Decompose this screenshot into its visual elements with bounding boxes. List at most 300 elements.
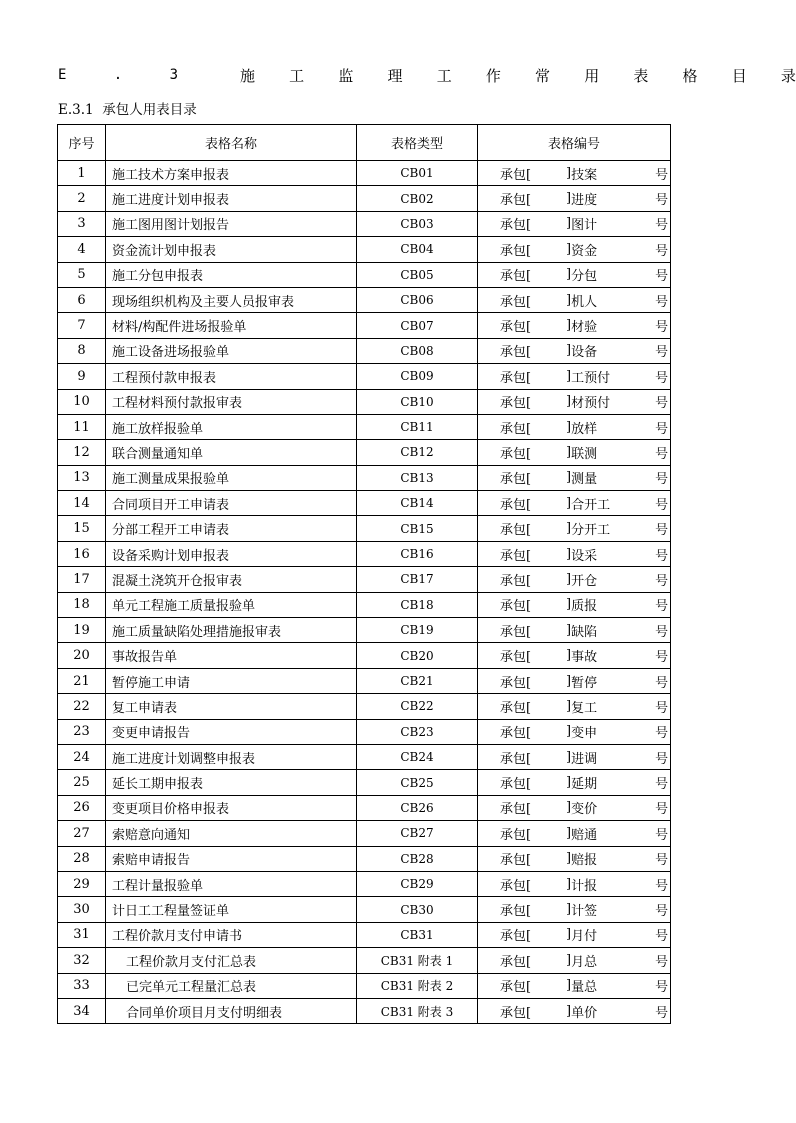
form-name: 工程价款月支付汇总表 <box>106 948 357 973</box>
form-code <box>478 795 671 820</box>
code-prefix: 承包[ <box>500 827 532 843</box>
form-code <box>478 161 671 186</box>
code-suffix: 号 <box>655 421 669 437</box>
table-row <box>58 795 671 820</box>
code-prefix: 承包[ <box>500 802 532 818</box>
code-bracket: ] <box>566 1003 572 1019</box>
form-type: CB29 <box>357 871 478 896</box>
table-row <box>58 440 671 465</box>
form-type: CB03 <box>357 211 478 236</box>
form-name: 已完单元工程量汇总表 <box>106 973 357 998</box>
table-row <box>58 414 671 439</box>
code-prefix: 承包[ <box>500 980 532 996</box>
form-type: CB31 附表 3 <box>357 998 478 1023</box>
code-bracket: ] <box>566 571 572 587</box>
row-number: 16 <box>58 541 106 566</box>
header-no: 序号 <box>58 125 106 161</box>
table-row <box>58 186 671 211</box>
table-row <box>58 744 671 769</box>
form-type: CB15 <box>357 516 478 541</box>
code-bracket: ] <box>566 622 572 638</box>
form-name: 施工图用图计划报告 <box>106 211 357 236</box>
form-code <box>478 821 671 846</box>
form-name: 工程价款月支付申请书 <box>106 922 357 947</box>
title-char: 作 <box>485 66 501 85</box>
code-abbreviation: 计报 <box>571 878 598 894</box>
code-suffix: 号 <box>655 396 669 412</box>
table-row <box>58 871 671 896</box>
code-bracket: ] <box>566 597 572 613</box>
code-bracket: ] <box>566 267 572 283</box>
row-number: 26 <box>58 795 106 820</box>
code-abbreviation: 分包 <box>571 269 598 285</box>
code-bracket: ] <box>566 191 572 207</box>
code-abbreviation: 机人 <box>571 294 598 310</box>
form-code <box>478 338 671 363</box>
table-row <box>58 364 671 389</box>
code-prefix: 承包[ <box>500 929 532 945</box>
code-suffix: 号 <box>655 243 669 259</box>
code-suffix: 号 <box>655 497 669 513</box>
form-name: 混凝土浇筑开仓报审表 <box>106 567 357 592</box>
code-suffix: 号 <box>655 523 669 539</box>
code-prefix: 承包[ <box>500 218 532 234</box>
code-prefix: 承包[ <box>500 523 532 539</box>
form-code <box>478 897 671 922</box>
code-prefix: 承包[ <box>500 243 532 259</box>
form-type: CB20 <box>357 643 478 668</box>
table-row <box>58 618 671 643</box>
form-type: CB05 <box>357 262 478 287</box>
title-char: 格 <box>682 66 698 85</box>
title-char: 表 <box>633 66 649 85</box>
row-number: 14 <box>58 491 106 516</box>
form-type: CB27 <box>357 821 478 846</box>
form-type: CB10 <box>357 389 478 414</box>
section-number <box>58 67 178 83</box>
code-prefix: 承包[ <box>500 954 532 970</box>
form-name: 索赔意向通知 <box>106 821 357 846</box>
table-row <box>58 211 671 236</box>
form-name: 施工分包申报表 <box>106 262 357 287</box>
code-prefix: 承包[ <box>500 599 532 615</box>
row-number: 19 <box>58 618 106 643</box>
code-bracket: ] <box>566 368 572 384</box>
form-name: 延长工期申报表 <box>106 770 357 795</box>
form-code <box>478 541 671 566</box>
code-suffix: 号 <box>655 624 669 640</box>
form-code <box>478 389 671 414</box>
code-bracket: ] <box>566 216 572 232</box>
code-abbreviation: 量总 <box>571 980 598 996</box>
form-name: 计日工工程量签证单 <box>106 897 357 922</box>
section-title <box>58 64 796 86</box>
code-bracket: ] <box>566 521 572 537</box>
row-number: 31 <box>58 922 106 947</box>
code-suffix: 号 <box>655 573 669 589</box>
code-prefix: 承包[ <box>500 193 532 209</box>
code-bracket: ] <box>566 343 572 359</box>
code-bracket: ] <box>566 902 572 918</box>
form-name: 设备采购计划申报表 <box>106 541 357 566</box>
form-name: 合同项目开工申请表 <box>106 491 357 516</box>
code-abbreviation: 单价 <box>571 1005 598 1021</box>
table-row <box>58 161 671 186</box>
row-number: 24 <box>58 744 106 769</box>
code-bracket: ] <box>566 698 572 714</box>
code-prefix: 承包[ <box>500 497 532 513</box>
code-abbreviation: 变申 <box>571 726 598 742</box>
code-abbreviation: 进调 <box>571 751 598 767</box>
code-abbreviation: 进度 <box>571 193 598 209</box>
table-row <box>58 516 671 541</box>
code-bracket: ] <box>566 851 572 867</box>
form-name: 施工进度计划申报表 <box>106 186 357 211</box>
code-abbreviation: 分开工 <box>571 523 611 539</box>
row-number: 29 <box>58 871 106 896</box>
code-prefix: 承包[ <box>500 853 532 869</box>
row-number: 3 <box>58 211 106 236</box>
title-char: 目 <box>731 66 747 85</box>
code-abbreviation: 放样 <box>571 421 598 437</box>
code-abbreviation: 合开工 <box>571 497 611 513</box>
row-number: 10 <box>58 389 106 414</box>
code-abbreviation: 设采 <box>571 548 598 564</box>
code-prefix: 承包[ <box>500 167 532 183</box>
header-type: 表格类型 <box>357 125 478 161</box>
form-code <box>478 287 671 312</box>
form-type: CB18 <box>357 592 478 617</box>
row-number: 18 <box>58 592 106 617</box>
form-name: 施工测量成果报验单 <box>106 465 357 490</box>
form-name: 资金流计划申报表 <box>106 237 357 262</box>
table-row <box>58 998 671 1023</box>
form-code <box>478 618 671 643</box>
code-suffix: 号 <box>655 599 669 615</box>
form-code <box>478 364 671 389</box>
form-type: CB26 <box>357 795 478 820</box>
code-bracket: ] <box>566 394 572 410</box>
title-char: 常 <box>535 66 551 85</box>
form-name: 联合测量通知单 <box>106 440 357 465</box>
form-type: CB31 <box>357 922 478 947</box>
code-abbreviation: 变价 <box>571 802 598 818</box>
title-char: 用 <box>584 66 600 85</box>
code-prefix: 承包[ <box>500 624 532 640</box>
section-number-char: E <box>58 67 67 83</box>
code-suffix: 号 <box>655 726 669 742</box>
table-row <box>58 922 671 947</box>
form-name: 变更项目价格申报表 <box>106 795 357 820</box>
code-suffix: 号 <box>655 650 669 666</box>
form-name: 施工进度计划调整申报表 <box>106 744 357 769</box>
form-type: CB30 <box>357 897 478 922</box>
code-abbreviation: 材预付 <box>571 396 611 412</box>
code-suffix: 号 <box>655 370 669 386</box>
form-name: 施工技术方案申报表 <box>106 161 357 186</box>
form-type: CB12 <box>357 440 478 465</box>
code-abbreviation: 事故 <box>571 650 598 666</box>
code-bracket: ] <box>566 775 572 791</box>
code-abbreviation: 赔通 <box>571 827 598 843</box>
code-bracket: ] <box>566 876 572 892</box>
form-code <box>478 668 671 693</box>
code-prefix: 承包[ <box>500 294 532 310</box>
form-name: 合同单价项目月支付明细表 <box>106 998 357 1023</box>
code-bracket: ] <box>566 749 572 765</box>
form-type: CB19 <box>357 618 478 643</box>
table-row <box>58 897 671 922</box>
code-bracket: ] <box>566 165 572 181</box>
form-name: 索赔申请报告 <box>106 846 357 871</box>
row-number: 28 <box>58 846 106 871</box>
form-name: 单元工程施工质量报验单 <box>106 592 357 617</box>
code-abbreviation: 测量 <box>571 472 598 488</box>
section-number-char: 3 <box>169 67 178 83</box>
code-bracket: ] <box>566 648 572 664</box>
code-prefix: 承包[ <box>500 904 532 920</box>
form-type: CB07 <box>357 313 478 338</box>
code-suffix: 号 <box>655 827 669 843</box>
title-char: 理 <box>387 66 403 85</box>
row-number: 23 <box>58 719 106 744</box>
row-number: 12 <box>58 440 106 465</box>
code-bracket: ] <box>566 495 572 511</box>
table-row <box>58 567 671 592</box>
table-row <box>58 491 671 516</box>
code-bracket: ] <box>566 724 572 740</box>
form-code <box>478 643 671 668</box>
code-bracket: ] <box>566 318 572 334</box>
table-row <box>58 770 671 795</box>
table-row <box>58 821 671 846</box>
code-suffix: 号 <box>655 878 669 894</box>
row-number: 5 <box>58 262 106 287</box>
code-suffix: 号 <box>655 802 669 818</box>
form-code <box>478 998 671 1023</box>
code-bracket: ] <box>566 292 572 308</box>
title-char: 工 <box>289 66 305 85</box>
form-type: CB31 附表 2 <box>357 973 478 998</box>
code-suffix: 号 <box>655 548 669 564</box>
form-type: CB21 <box>357 668 478 693</box>
title-char: 施 <box>240 66 256 85</box>
section-title-text <box>240 65 796 86</box>
code-bracket: ] <box>566 800 572 816</box>
row-number: 13 <box>58 465 106 490</box>
form-type: CB16 <box>357 541 478 566</box>
title-char: 工 <box>436 66 452 85</box>
row-number: 1 <box>58 161 106 186</box>
code-suffix: 号 <box>655 675 669 691</box>
code-suffix: 号 <box>655 218 669 234</box>
code-suffix: 号 <box>655 929 669 945</box>
form-code <box>478 744 671 769</box>
code-abbreviation: 工预付 <box>571 370 611 386</box>
row-number: 15 <box>58 516 106 541</box>
form-type: CB04 <box>357 237 478 262</box>
code-prefix: 承包[ <box>500 472 532 488</box>
row-number: 8 <box>58 338 106 363</box>
code-suffix: 号 <box>655 954 669 970</box>
code-prefix: 承包[ <box>500 650 532 666</box>
table-row <box>58 287 671 312</box>
code-bracket: ] <box>566 444 572 460</box>
form-type: CB22 <box>357 694 478 719</box>
code-abbreviation: 联测 <box>571 446 598 462</box>
form-code <box>478 922 671 947</box>
form-name: 施工设备进场报验单 <box>106 338 357 363</box>
form-name: 变更申请报告 <box>106 719 357 744</box>
code-prefix: 承包[ <box>500 548 532 564</box>
row-number: 21 <box>58 668 106 693</box>
code-abbreviation: 质报 <box>571 599 598 615</box>
code-abbreviation: 缺陷 <box>571 624 598 640</box>
code-suffix: 号 <box>655 751 669 767</box>
code-suffix: 号 <box>655 904 669 920</box>
form-name: 施工质量缺陷处理措施报审表 <box>106 618 357 643</box>
form-name: 复工申请表 <box>106 694 357 719</box>
table-row <box>58 237 671 262</box>
form-code <box>478 211 671 236</box>
form-code <box>478 414 671 439</box>
form-name: 分部工程开工申请表 <box>106 516 357 541</box>
table-body <box>58 161 671 1024</box>
table-row <box>58 948 671 973</box>
table-row <box>58 313 671 338</box>
form-name: 事故报告单 <box>106 643 357 668</box>
code-suffix: 号 <box>655 167 669 183</box>
table-row <box>58 338 671 363</box>
title-char: 录 <box>780 66 796 85</box>
row-number: 7 <box>58 313 106 338</box>
form-code <box>478 237 671 262</box>
table-row <box>58 694 671 719</box>
form-type: CB24 <box>357 744 478 769</box>
form-type: CB11 <box>357 414 478 439</box>
code-suffix: 号 <box>655 320 669 336</box>
form-type: CB13 <box>357 465 478 490</box>
row-number: 25 <box>58 770 106 795</box>
form-code <box>478 719 671 744</box>
code-prefix: 承包[ <box>500 345 532 361</box>
code-abbreviation: 技案 <box>571 167 598 183</box>
code-abbreviation: 延期 <box>571 777 598 793</box>
code-bracket: ] <box>566 241 572 257</box>
code-suffix: 号 <box>655 446 669 462</box>
code-prefix: 承包[ <box>500 446 532 462</box>
row-number: 11 <box>58 414 106 439</box>
code-prefix: 承包[ <box>500 421 532 437</box>
code-abbreviation: 复工 <box>571 700 598 716</box>
row-number: 4 <box>58 237 106 262</box>
code-bracket: ] <box>566 419 572 435</box>
form-name: 工程计量报验单 <box>106 871 357 896</box>
code-abbreviation: 赔报 <box>571 853 598 869</box>
code-abbreviation: 月付 <box>571 929 598 945</box>
code-abbreviation: 设备 <box>571 345 598 361</box>
row-number: 6 <box>58 287 106 312</box>
form-name: 工程材料预付款报审表 <box>106 389 357 414</box>
code-prefix: 承包[ <box>500 700 532 716</box>
form-name: 工程预付款申报表 <box>106 364 357 389</box>
section-number-char: . <box>113 67 123 83</box>
table-row <box>58 262 671 287</box>
code-abbreviation: 月总 <box>571 954 598 970</box>
header-code: 表格编号 <box>478 125 671 161</box>
code-suffix: 号 <box>655 700 669 716</box>
table-row <box>58 643 671 668</box>
row-number: 9 <box>58 364 106 389</box>
code-prefix: 承包[ <box>500 777 532 793</box>
header-name: 表格名称 <box>106 125 357 161</box>
code-prefix: 承包[ <box>500 675 532 691</box>
form-type: CB28 <box>357 846 478 871</box>
code-prefix: 承包[ <box>500 878 532 894</box>
table-row <box>58 592 671 617</box>
form-code <box>478 592 671 617</box>
form-type: CB31 附表 1 <box>357 948 478 973</box>
table-row <box>58 668 671 693</box>
code-bracket: ] <box>566 927 572 943</box>
subsection-title: E.3.1 承包人用表目录 <box>58 102 197 118</box>
form-name: 材料/构配件进场报验单 <box>106 313 357 338</box>
code-bracket: ] <box>566 673 572 689</box>
form-type: CB14 <box>357 491 478 516</box>
table-row <box>58 719 671 744</box>
form-type: CB01 <box>357 161 478 186</box>
form-name: 暂停施工申请 <box>106 668 357 693</box>
form-type: CB23 <box>357 719 478 744</box>
code-prefix: 承包[ <box>500 726 532 742</box>
form-code <box>478 491 671 516</box>
row-number: 2 <box>58 186 106 211</box>
form-code <box>478 440 671 465</box>
code-suffix: 号 <box>655 853 669 869</box>
code-bracket: ] <box>566 978 572 994</box>
code-prefix: 承包[ <box>500 396 532 412</box>
code-abbreviation: 暂停 <box>571 675 598 691</box>
form-code <box>478 567 671 592</box>
code-abbreviation: 开仓 <box>571 573 598 589</box>
row-number: 33 <box>58 973 106 998</box>
form-code <box>478 694 671 719</box>
row-number: 30 <box>58 897 106 922</box>
form-code <box>478 465 671 490</box>
form-type: CB25 <box>357 770 478 795</box>
code-prefix: 承包[ <box>500 1005 532 1021</box>
table-row <box>58 541 671 566</box>
code-abbreviation: 图计 <box>571 218 598 234</box>
code-suffix: 号 <box>655 269 669 285</box>
code-abbreviation: 计签 <box>571 904 598 920</box>
table-row <box>58 973 671 998</box>
title-char: 监 <box>338 66 354 85</box>
table-row <box>58 846 671 871</box>
form-code <box>478 262 671 287</box>
code-bracket: ] <box>566 546 572 562</box>
code-bracket: ] <box>566 470 572 486</box>
code-suffix: 号 <box>655 345 669 361</box>
form-code <box>478 871 671 896</box>
row-number: 34 <box>58 998 106 1023</box>
code-suffix: 号 <box>655 472 669 488</box>
form-type: CB06 <box>357 287 478 312</box>
code-suffix: 号 <box>655 777 669 793</box>
row-number: 32 <box>58 948 106 973</box>
code-suffix: 号 <box>655 193 669 209</box>
form-type: CB09 <box>357 364 478 389</box>
